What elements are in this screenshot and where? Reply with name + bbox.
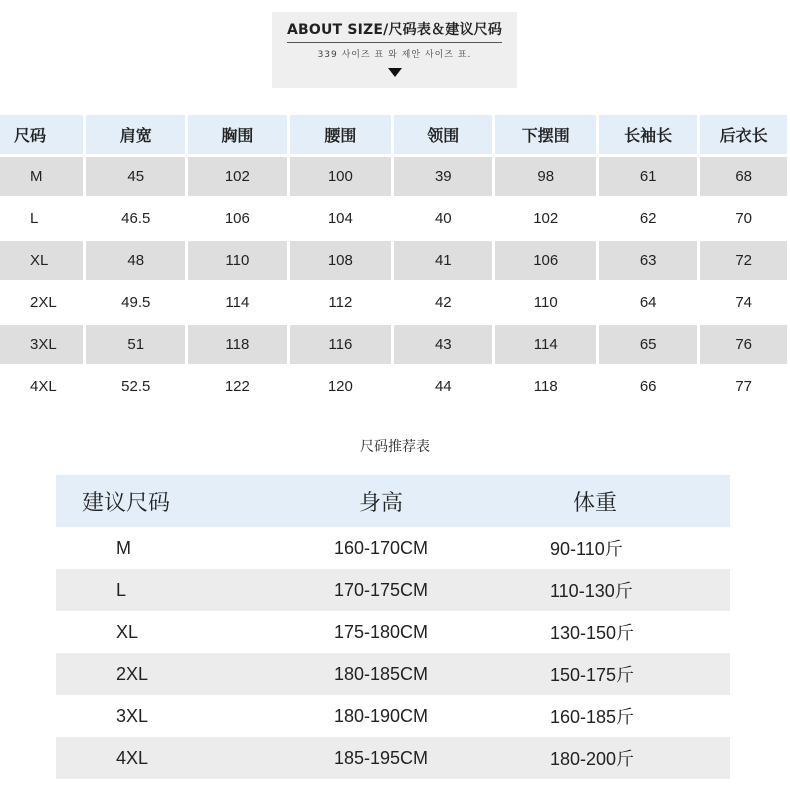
table-cell: 40 (394, 199, 492, 238)
table-cell: 65 (599, 325, 697, 364)
table-cell: 63 (599, 241, 697, 280)
table-cell: 150-175斤 (550, 665, 635, 685)
recommend-table (56, 475, 730, 779)
table-cell: 98 (495, 157, 596, 196)
table-row (0, 241, 787, 280)
table-cell: L (116, 579, 127, 600)
table-cell: 110 (188, 241, 287, 280)
table-cell: 175-180CM (333, 621, 429, 642)
table-row (56, 611, 730, 653)
table-cell: 76 (700, 325, 787, 364)
table-cell: 100 (290, 157, 391, 196)
table-cell: 104 (290, 199, 391, 238)
table-cell: 110-130斤 (550, 581, 633, 601)
table-cell: 4XL (116, 747, 149, 768)
col-header-sleeve: 长袖长 (599, 115, 697, 154)
col-header-suggested-size: 建议尺码 (82, 490, 171, 516)
table-cell: 43 (394, 325, 492, 364)
table-cell: 61 (599, 157, 697, 196)
table-cell: L (0, 199, 83, 238)
table-row (0, 367, 787, 406)
table-row (0, 157, 787, 196)
table-cell: 4XL (0, 367, 83, 406)
col-header-waist: 腰围 (290, 115, 391, 154)
col-header-shoulder: 肩宽 (86, 115, 185, 154)
col-header-size: 尺码 (0, 115, 83, 154)
table-cell: 180-200斤 (550, 749, 635, 769)
table-cell: 49.5 (86, 283, 185, 322)
table-cell: 72 (700, 241, 787, 280)
table-cell: XL (0, 241, 83, 280)
table-row (56, 653, 730, 695)
table-cell: 114 (188, 283, 287, 322)
table-row (56, 695, 730, 737)
table-cell: 48 (86, 241, 185, 280)
table-row (56, 737, 730, 779)
table-cell: 2XL (116, 663, 149, 684)
table-row (0, 199, 787, 238)
table-cell: 120 (290, 367, 391, 406)
table-cell: 185-195CM (333, 747, 429, 768)
header-title: ABOUT SIZE/尺码表＆建议尺码 (286, 22, 503, 38)
header-subtitle: 339 사이즈 표 와 제안 사이즈 표. (317, 50, 472, 60)
col-header-length: 后衣长 (700, 115, 787, 154)
table-row (56, 569, 730, 611)
table-cell: 62 (599, 199, 697, 238)
table-cell: 70 (700, 199, 787, 238)
col-header-weight: 体重 (573, 490, 618, 516)
table-cell: 74 (700, 283, 787, 322)
recommend-table-title: 尺码推荐表 (360, 439, 430, 455)
table-cell: XL (116, 621, 139, 642)
table-cell: 66 (599, 367, 697, 406)
table-row (0, 325, 787, 364)
table-cell: 51 (86, 325, 185, 364)
size-table (0, 112, 790, 409)
table-cell: 110 (495, 283, 596, 322)
table-cell: M (0, 157, 83, 196)
down-arrow-icon (388, 68, 402, 77)
table-cell: 112 (290, 283, 391, 322)
size-chart-header-badge (272, 12, 517, 88)
col-header-collar: 领围 (394, 115, 492, 154)
table-cell: 180-190CM (333, 705, 429, 726)
table-cell: 64 (599, 283, 697, 322)
table-cell: 39 (394, 157, 492, 196)
table-cell: 90-110斤 (550, 539, 623, 559)
table-cell: 122 (188, 367, 287, 406)
table-cell: 68 (700, 157, 787, 196)
table-cell: 46.5 (86, 199, 185, 238)
table-cell: 130-150斤 (550, 623, 635, 643)
table-cell: 180-185CM (333, 663, 429, 684)
header-divider (287, 42, 502, 43)
table-cell: 52.5 (86, 367, 185, 406)
col-header-hem: 下摆围 (495, 115, 596, 154)
table-cell: 114 (495, 325, 596, 364)
table-cell: 77 (700, 367, 787, 406)
table-cell: M (116, 537, 131, 558)
table-row (0, 283, 787, 322)
table-cell: 116 (290, 325, 391, 364)
table-cell: 118 (495, 367, 596, 406)
table-row (56, 527, 730, 569)
table-cell: 160-170CM (333, 537, 429, 558)
recommend-table-header (56, 475, 730, 527)
table-cell: 106 (495, 241, 596, 280)
table-cell: 118 (188, 325, 287, 364)
size-table-header (0, 115, 787, 154)
col-header-height: 身高 (358, 490, 403, 516)
table-cell: 108 (290, 241, 391, 280)
table-cell: 106 (188, 199, 287, 238)
table-cell: 41 (394, 241, 492, 280)
table-cell: 45 (86, 157, 185, 196)
table-cell: 102 (188, 157, 287, 196)
table-cell: 44 (394, 367, 492, 406)
table-cell: 170-175CM (333, 579, 429, 600)
table-cell: 2XL (0, 283, 83, 322)
table-cell: 102 (495, 199, 596, 238)
table-cell: 160-185斤 (550, 707, 635, 727)
col-header-chest: 胸围 (188, 115, 287, 154)
table-cell: 3XL (0, 325, 83, 364)
table-cell: 3XL (116, 705, 149, 726)
table-cell: 42 (394, 283, 492, 322)
